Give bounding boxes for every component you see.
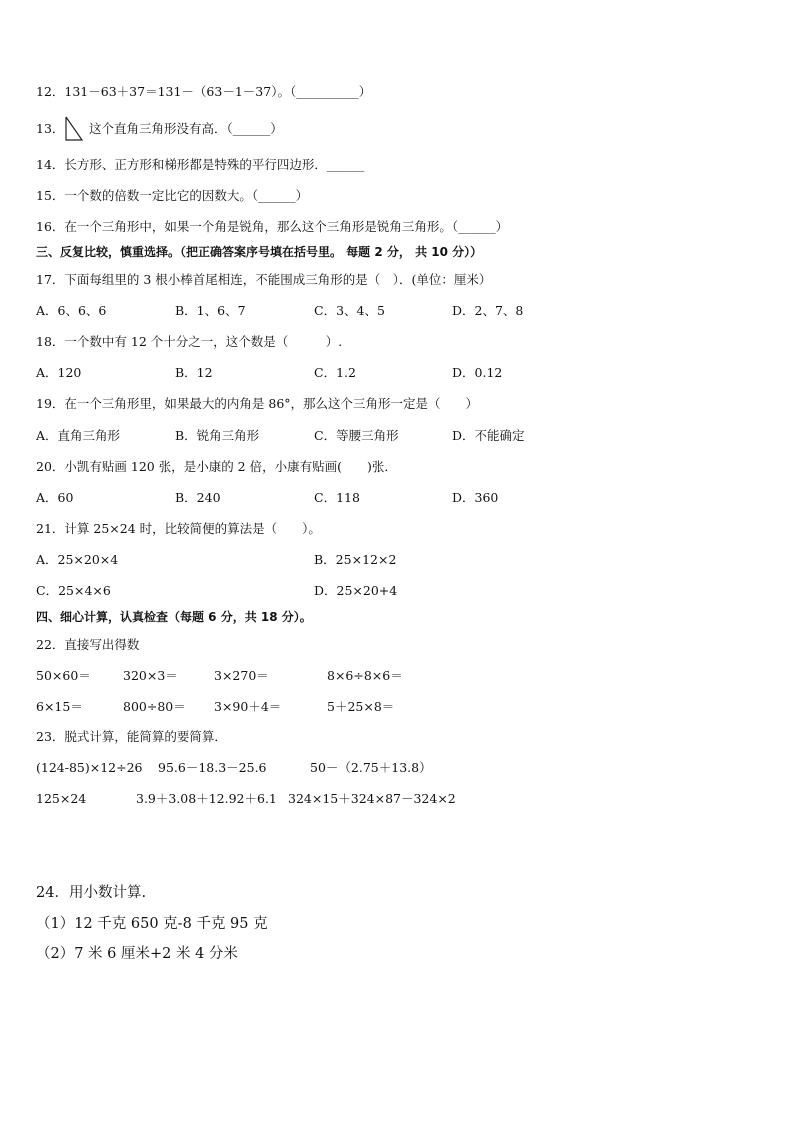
calc-22-4: 8×6÷8×6＝	[327, 668, 403, 683]
question-20-option-b: B．240	[175, 490, 221, 505]
question-17-option-c: C．3、4、5	[314, 303, 385, 318]
calc-23-4: 125×24	[36, 791, 87, 806]
question-12: 12．131－63＋37＝131－（63－1－37）。（__________）	[36, 84, 372, 99]
question-18-option-a: A．120	[36, 365, 82, 380]
calc-22-3: 3×270＝	[214, 668, 269, 683]
calc-22-1: 50×60＝	[36, 668, 91, 683]
question-20-option-d: D．360	[452, 490, 499, 505]
question-14: 14．长方形、正方形和梯形都是特殊的平行四边形．______	[36, 157, 365, 172]
question-22-title: 22．直接写出得数	[36, 637, 140, 652]
section-3-heading: 三、反复比较，慎重选择。（把正确答案序号填在括号里。 每题 2 分， 共 10 分））	[36, 245, 483, 259]
question-17: 17．下面每组里的 3 根小棒首尾相连，不能围成三角形的是（ ）．(单位：厘米）	[36, 272, 492, 287]
question-21-option-a: A．25×20×4	[36, 552, 119, 567]
question-21-option-b: B．25×12×2	[314, 552, 397, 567]
question-18: 18．一个数中有 12 个十分之一，这个数是（ ）.	[36, 334, 343, 349]
question-19-option-c: C．等腰三角形	[314, 428, 399, 443]
question-24-item-1: （1）12 千克 650 克-8 千克 95 克	[36, 916, 268, 932]
question-21-option-d: D．25×20+4	[314, 583, 398, 598]
question-19-option-a: A．直角三角形	[36, 428, 121, 443]
calc-23-5: 3.9＋3.08＋12.92＋6.1	[136, 791, 277, 806]
calc-23-1: (124-85)×12÷26	[36, 760, 143, 775]
question-24-item-2: （2）7 米 6 厘米+2 米 4 分米	[36, 946, 238, 962]
calc-22-7: 3×90＋4＝	[214, 699, 282, 714]
question-24-title: 24．用小数计算.	[36, 885, 147, 901]
question-18-option-d: D．0.12	[452, 365, 503, 380]
question-20: 20．小凯有贴画 120 张，是小康的 2 倍，小康有贴画( )张．	[36, 459, 397, 474]
question-21-option-c: C．25×4×6	[36, 583, 111, 598]
calc-23-6: 324×15＋324×87－324×2	[288, 791, 456, 806]
question-15: 15．一个数的倍数一定比它的因数大。（______）	[36, 188, 309, 203]
question-18-option-c: C．1.2	[314, 365, 356, 380]
question-17-option-d: D．2、7、8	[452, 303, 524, 318]
question-20-option-a: A．60	[36, 490, 74, 505]
question-19-option-d: D．不能确定	[452, 428, 525, 443]
right-triangle-icon	[64, 116, 84, 142]
question-19: 19．在一个三角形里，如果最大的内角是 86°，那么这个三角形一定是（ ）	[36, 396, 479, 411]
question-18-option-b: B．12	[175, 365, 213, 380]
question-13-number: 13．	[36, 121, 65, 136]
calc-23-3: 50－（2.75＋13.8）	[310, 760, 432, 775]
question-20-option-c: C．118	[314, 490, 360, 505]
question-17-option-b: B．1、6、7	[175, 303, 246, 318]
question-13-text: 这个直角三角形没有高．（______）	[89, 121, 283, 136]
calc-22-6: 800÷80＝	[123, 699, 186, 714]
calc-22-8: 5＋25×8＝	[327, 699, 395, 714]
question-19-option-b: B．锐角三角形	[175, 428, 260, 443]
question-16: 16．在一个三角形中，如果一个角是锐角，那么这个三角形是锐角三角形。（______）	[36, 219, 509, 234]
calc-22-5: 6×15＝	[36, 699, 83, 714]
calc-23-2: 95.6－18.3－25.6	[158, 760, 267, 775]
question-17-option-a: A．6、6、6	[36, 303, 107, 318]
calc-22-2: 320×3＝	[123, 668, 178, 683]
question-23-title: 23．脱式计算，能简算的要简算．	[36, 729, 227, 744]
section-4-heading: 四、细心计算，认真检查（每题 6 分，共 18 分）。	[36, 610, 312, 624]
question-21: 21．计算 25×24 时，比较简便的算法是（ ）。	[36, 521, 321, 536]
